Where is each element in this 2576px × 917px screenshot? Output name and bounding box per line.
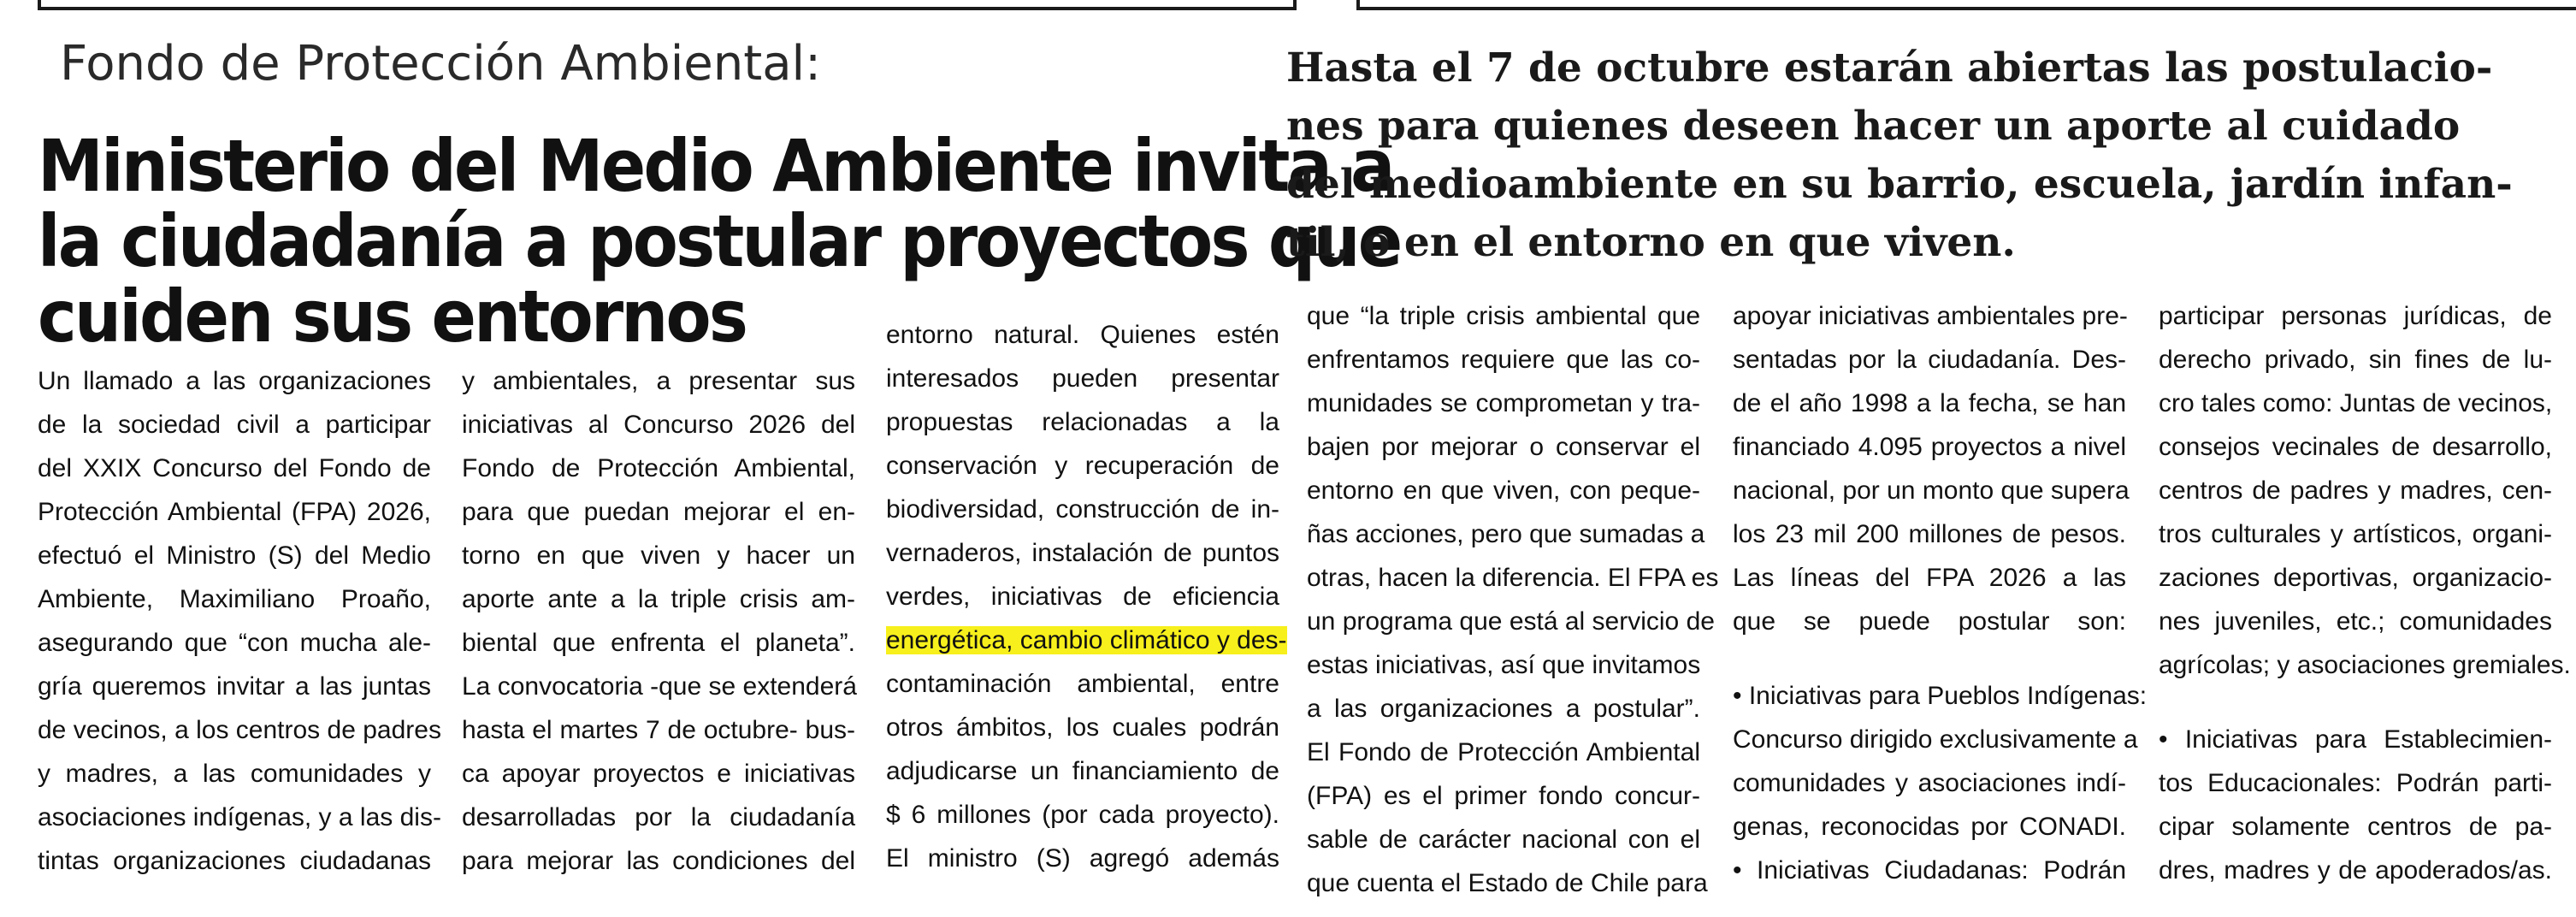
body-text-line: efectuó el Ministro (S) del Medio [38,541,431,570]
body-text-line: genas, reconocidas por CONADI. [1733,813,2126,841]
body-column-3 [886,313,1287,880]
body-column-6 [2159,294,2571,892]
body-text-line: Las líneas del FPA 2026 a las [1733,564,2126,592]
body-text-line: dres, madres y de apoderados/as. [2159,856,2552,884]
body-text-line: a las organizaciones a postular”. [1307,695,1700,723]
body-text-line: tros culturales y artísticos, organi- [2159,520,2552,548]
highlighted-text: energética, cambio climático y des- [886,626,1287,654]
body-text-line: enfrentamos requiere que las co- [1307,346,1700,374]
body-text-line: nacional, por un monto que supera [1733,476,2130,505]
body-text-line: tos Educacionales: Podrán parti- [2159,769,2552,797]
body-text-line: hasta el martes 7 de octubre- bus- [462,716,855,744]
headline-line: Ministerio del Medio Ambiente invita a [38,124,1393,208]
body-text-line: asegurando que “con mucha ale- [38,629,431,657]
body-text-line: $ 6 millones (por cada proyecto). [886,801,1279,829]
body-text-line: financiado 4.095 proyectos a nivel [1733,433,2126,461]
body-text-line: conservación y recuperación de [886,452,1279,480]
article-deck [1286,39,2552,272]
body-text-line: para que puedan mejorar el en- [462,498,855,526]
body-text-line: biental que enfrenta el planeta”. [462,629,855,657]
paragraph-gap [1733,643,2126,674]
body-text-line: comunidades y asociaciones indí- [1733,769,2126,797]
body-text-line: biodiversidad, construcción de in- [886,495,1279,524]
body-text-line: verdes, iniciativas de eficiencia [886,583,1279,611]
body-text-line: tintas organizaciones ciudadanas [38,847,431,875]
deck-line: Hasta el 7 de octubre estarán abiertas las postulacio- [1286,44,2493,92]
body-text-line: Un llamado a las organizaciones [38,367,431,395]
body-text-line: • Iniciativas Ciudadanas: Podrán [1733,856,2126,884]
body-text-line: del XXIX Concurso del Fondo de [38,454,431,482]
body-column-4 [1307,294,1719,905]
body-text-line: Fondo de Protección Ambiental, [462,454,855,482]
body-text-line: y ambientales, a presentar sus [462,367,855,395]
body-column-1 [38,359,441,883]
headline-line: cuiden sus entornos [38,275,747,358]
body-text-line: que “la triple crisis ambiental que [1307,302,1700,330]
deck-line: til, o en el entorno en que viven. [1286,219,2016,266]
body-text-line: derecho privado, sin fines de lu- [2159,346,2552,374]
body-text-line: gría queremos invitar a las juntas [38,672,431,701]
deck-line: nes para quienes deseen hacer un aporte al cuidado [1286,103,2461,150]
body-text-line: centros de padres y madres, cen- [2159,476,2552,505]
body-text-line: apoyar iniciativas ambientales pre- [1733,302,2128,330]
article-frame-left [38,0,1297,10]
body-text-line: La convocatoria -que se extenderá [462,672,857,701]
body-text-line: El ministro (S) agregó además [886,844,1279,873]
article-kicker: Fondo de Protección Ambiental: [60,36,821,92]
body-text-line: ñas acciones, pero que sumadas a [1307,520,1705,548]
body-text-line: zaciones deportivas, organizacio- [2159,564,2552,592]
body-text-line: sable de carácter nacional con el [1307,825,1700,854]
body-text-line: Ambiente, Maximiliano Proaño, [38,585,431,613]
paragraph-gap [2159,687,2552,718]
body-text-line: agrícolas; y asociaciones gremiales. [2159,651,2571,679]
body-text-line: nes juveniles, etc.; comunidades [2159,607,2552,636]
body-text-line: consejos vecinales de desarrollo, [2159,433,2552,461]
body-text-line: un programa que está al servicio de [1307,607,1715,636]
body-text-line: entorno natural. Quienes estén [886,321,1279,349]
body-text-line: de el año 1998 a la fecha, se han [1733,389,2126,417]
body-text-line: desarrolladas por la ciudadanía [462,803,855,831]
body-text-line: bajen por mejorar o conservar el [1307,433,1700,461]
body-text-line: y madres, a las comunidades y [38,760,431,788]
body-text-line: participar personas jurídicas, de [2159,302,2552,330]
body-text-line: contaminación ambiental, entre [886,670,1279,698]
body-text-line: Protección Ambiental (FPA) 2026, [38,498,431,526]
body-text-line: Concurso dirigido exclusivamente a [1733,725,2138,754]
body-text-line: cipar solamente centros de pa- [2159,813,2552,841]
body-text-line: interesados pueden presentar [886,364,1279,393]
body-text-line [886,618,1287,662]
body-text-line: torno en que viven y hacer un [462,541,855,570]
body-text-line: (FPA) es el primer fondo concur- [1307,782,1700,810]
body-text-line: ca apoyar proyectos e iniciativas [462,760,855,788]
body-text-line: de vecinos, a los centros de padres [38,716,441,744]
body-text-line: • Iniciativas para Establecimien- [2159,725,2552,754]
body-text-line: iniciativas al Concurso 2026 del [462,411,855,439]
body-text-line: que se puede postular son: [1733,607,2126,636]
article-frame-right [1356,0,2576,10]
body-text-line: El Fondo de Protección Ambiental [1307,738,1700,766]
body-text-line: propuestas relacionadas a la [886,408,1279,436]
body-column-2 [462,359,855,883]
body-column-5 [1733,294,2148,892]
body-text-line: adjudicarse un financiamiento de [886,757,1279,785]
headline-line: la ciudadanía a postular proyectos que [38,199,1401,283]
body-text-line: los 23 mil 200 millones de pesos. [1733,520,2126,548]
body-text-line: • Iniciativas para Pueblos Indígenas: [1733,682,2148,710]
body-text-line: asociaciones indígenas, y a las dis- [38,803,441,831]
body-text-line: que cuenta el Estado de Chile para [1307,869,1708,897]
body-text-line: munidades se comprometan y tra- [1307,389,1700,417]
body-text-line: vernaderos, instalación de puntos [886,539,1279,567]
body-text-line: entorno en que viven, con peque- [1307,476,1700,505]
body-text-line: sentadas por la ciudadanía. Des- [1733,346,2126,374]
body-text-line: para mejorar las condiciones del [462,847,855,875]
body-text-line: aporte ante a la triple crisis am- [462,585,855,613]
body-text-line: cro tales como: Juntas de vecinos, [2159,389,2553,417]
body-text-line: estas iniciativas, así que invitamos [1307,651,1701,679]
body-text-line: de la sociedad civil a participar [38,411,431,439]
deck-line: del medioambiente en su barrio, escuela, jardín infan- [1286,161,2513,208]
body-text-line: otras, hacen la diferencia. El FPA es [1307,564,1719,592]
body-text-line: otros ámbitos, los cuales podrán [886,713,1279,742]
